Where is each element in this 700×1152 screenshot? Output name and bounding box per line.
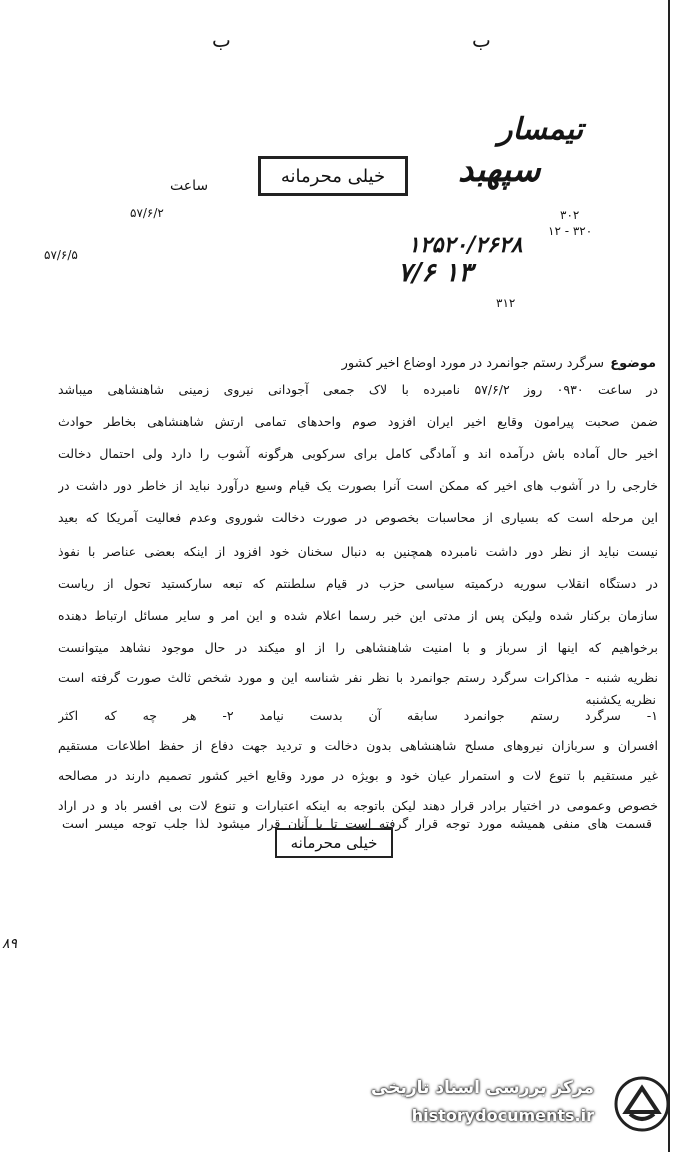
archive-logo-icon	[612, 1074, 672, 1134]
review-line: نظریه شنبه - مذاکرات سرگرد رستم جوانمرد با نظر نفر شناسه این و مورد شخص ثالث صورت گرفته است	[58, 670, 658, 685]
watermark	[371, 1070, 682, 1140]
body-line: نیست نباید از نظر دور داشت نامبرده همچنین به دنبال سخنان خود افزود از اینکه بعضی عناصر با نفوذ	[58, 544, 658, 559]
handwritten-number: ۱۲۵۲۰/۲۶۲۸	[408, 232, 523, 258]
review-line: غیر مستقیم با تنوع لات و استمرار عیان خود و بویژه در مورد وقایع اخیر کشور تصمیم دارند در مصالحه	[58, 768, 658, 783]
header-code-2: ۱۲ - ۳۲۰	[548, 224, 593, 238]
punch-mark-left: ب	[212, 28, 231, 52]
page-edge-line	[668, 0, 670, 1152]
confidential-stamp: خیلی محرمانه	[258, 156, 408, 196]
header-date-2: ۵۷/۶/۵	[44, 248, 78, 262]
bottom-confidential-stamp: خیلی محرمانه	[275, 828, 393, 858]
review-line: ۱- سرگرد رستم جوانمرد سابقه آن بدست نیامد ۲- هر چه که اکثر	[58, 708, 658, 723]
review-line: قسمت های منفی همیشه مورد توجه قرار گرفته است تا با آنان قرار میشود لذا جلب توجه میسر است	[62, 816, 652, 831]
subject-label: موضوع	[610, 356, 656, 371]
handwritten-date: ۷/۶ ۱۳	[398, 258, 473, 288]
body-line: این مرحله است که بسیاری از محاسبات بخصوص در صورت دخالت شوروی وعدم فعالیت آمریکا که بعید	[58, 510, 658, 525]
subject-text: سرگرد رستم جوانمرد در مورد اوضاع اخیر کشور	[341, 356, 604, 371]
body-line: اخیر حال آماده باش درآمده اند و آمادگی کامل برای سرکوبی هرگونه آشوب را دارد ولی احتمال دخالت	[58, 446, 658, 461]
review-line: افسران و سربازان نیروهای مسلح شاهنشاهی بدون دخالت و تردید جهت دفاع از حفظ اطلاعات مستقیم	[58, 738, 658, 753]
header-label: ساعت	[170, 178, 209, 194]
body-line: سازمان برکنار شده ولیکن پس از مدتی این خبر رسما اعلام شده و این امر و سایر مسائل ارتباط دهنده	[58, 608, 658, 623]
handwritten-rank: سپهبد	[458, 150, 541, 190]
watermark-url: historydocuments.ir	[411, 1106, 594, 1125]
handwritten-title: تیمسار	[498, 112, 584, 147]
review-heading: نظریه یکشنبه	[585, 692, 656, 707]
body-line: در دستگاه انقلاب سوریه درکمیته سیاسی حزب در قیام سلطنتم که تبعه سارکستید تحول از ریاست	[58, 576, 658, 591]
watermark-title: مرکز بررسی اسناد تاریخی	[371, 1078, 594, 1098]
body-line: در ساعت ۰۹۳۰ روز ۵۷/۶/۲ نامبرده با لاک جمعی آجودانی نیروی زمینی شاهنشاهی میباشد	[58, 382, 658, 397]
body-line: خارجی را در آشوب های اخیر که ممکن است آنرا بصورت یک قیام وسیع درآورد نباید از خاطر دور داشت در	[58, 478, 658, 493]
header-code-1: ۳۰۲	[560, 208, 580, 222]
punch-mark-right: ب	[472, 28, 491, 52]
body-line: برخواهیم که اینها از سرباز و با امنیت شاهنشاهی را از او میکند در حال موجود نشاهد میتوانست	[58, 640, 658, 655]
page-number: ۳۱۲	[496, 296, 516, 310]
body-line: ضمن صحبت پیرامون وقایع اخیر ایران افزود صوم واحدهای تمامی ارتش شاهنشاهی بخاطر حوادث	[58, 414, 658, 429]
review-line: خصوص وعمومی در اختیار برادر قرار دهند لیکن باتوجه به اینکه اعتبارات و تنوع لات بی افسر باد و در اراد	[58, 798, 658, 813]
header-date-1: ۵۷/۶/۲	[130, 206, 164, 220]
margin-mark: ۸۹	[2, 936, 18, 952]
